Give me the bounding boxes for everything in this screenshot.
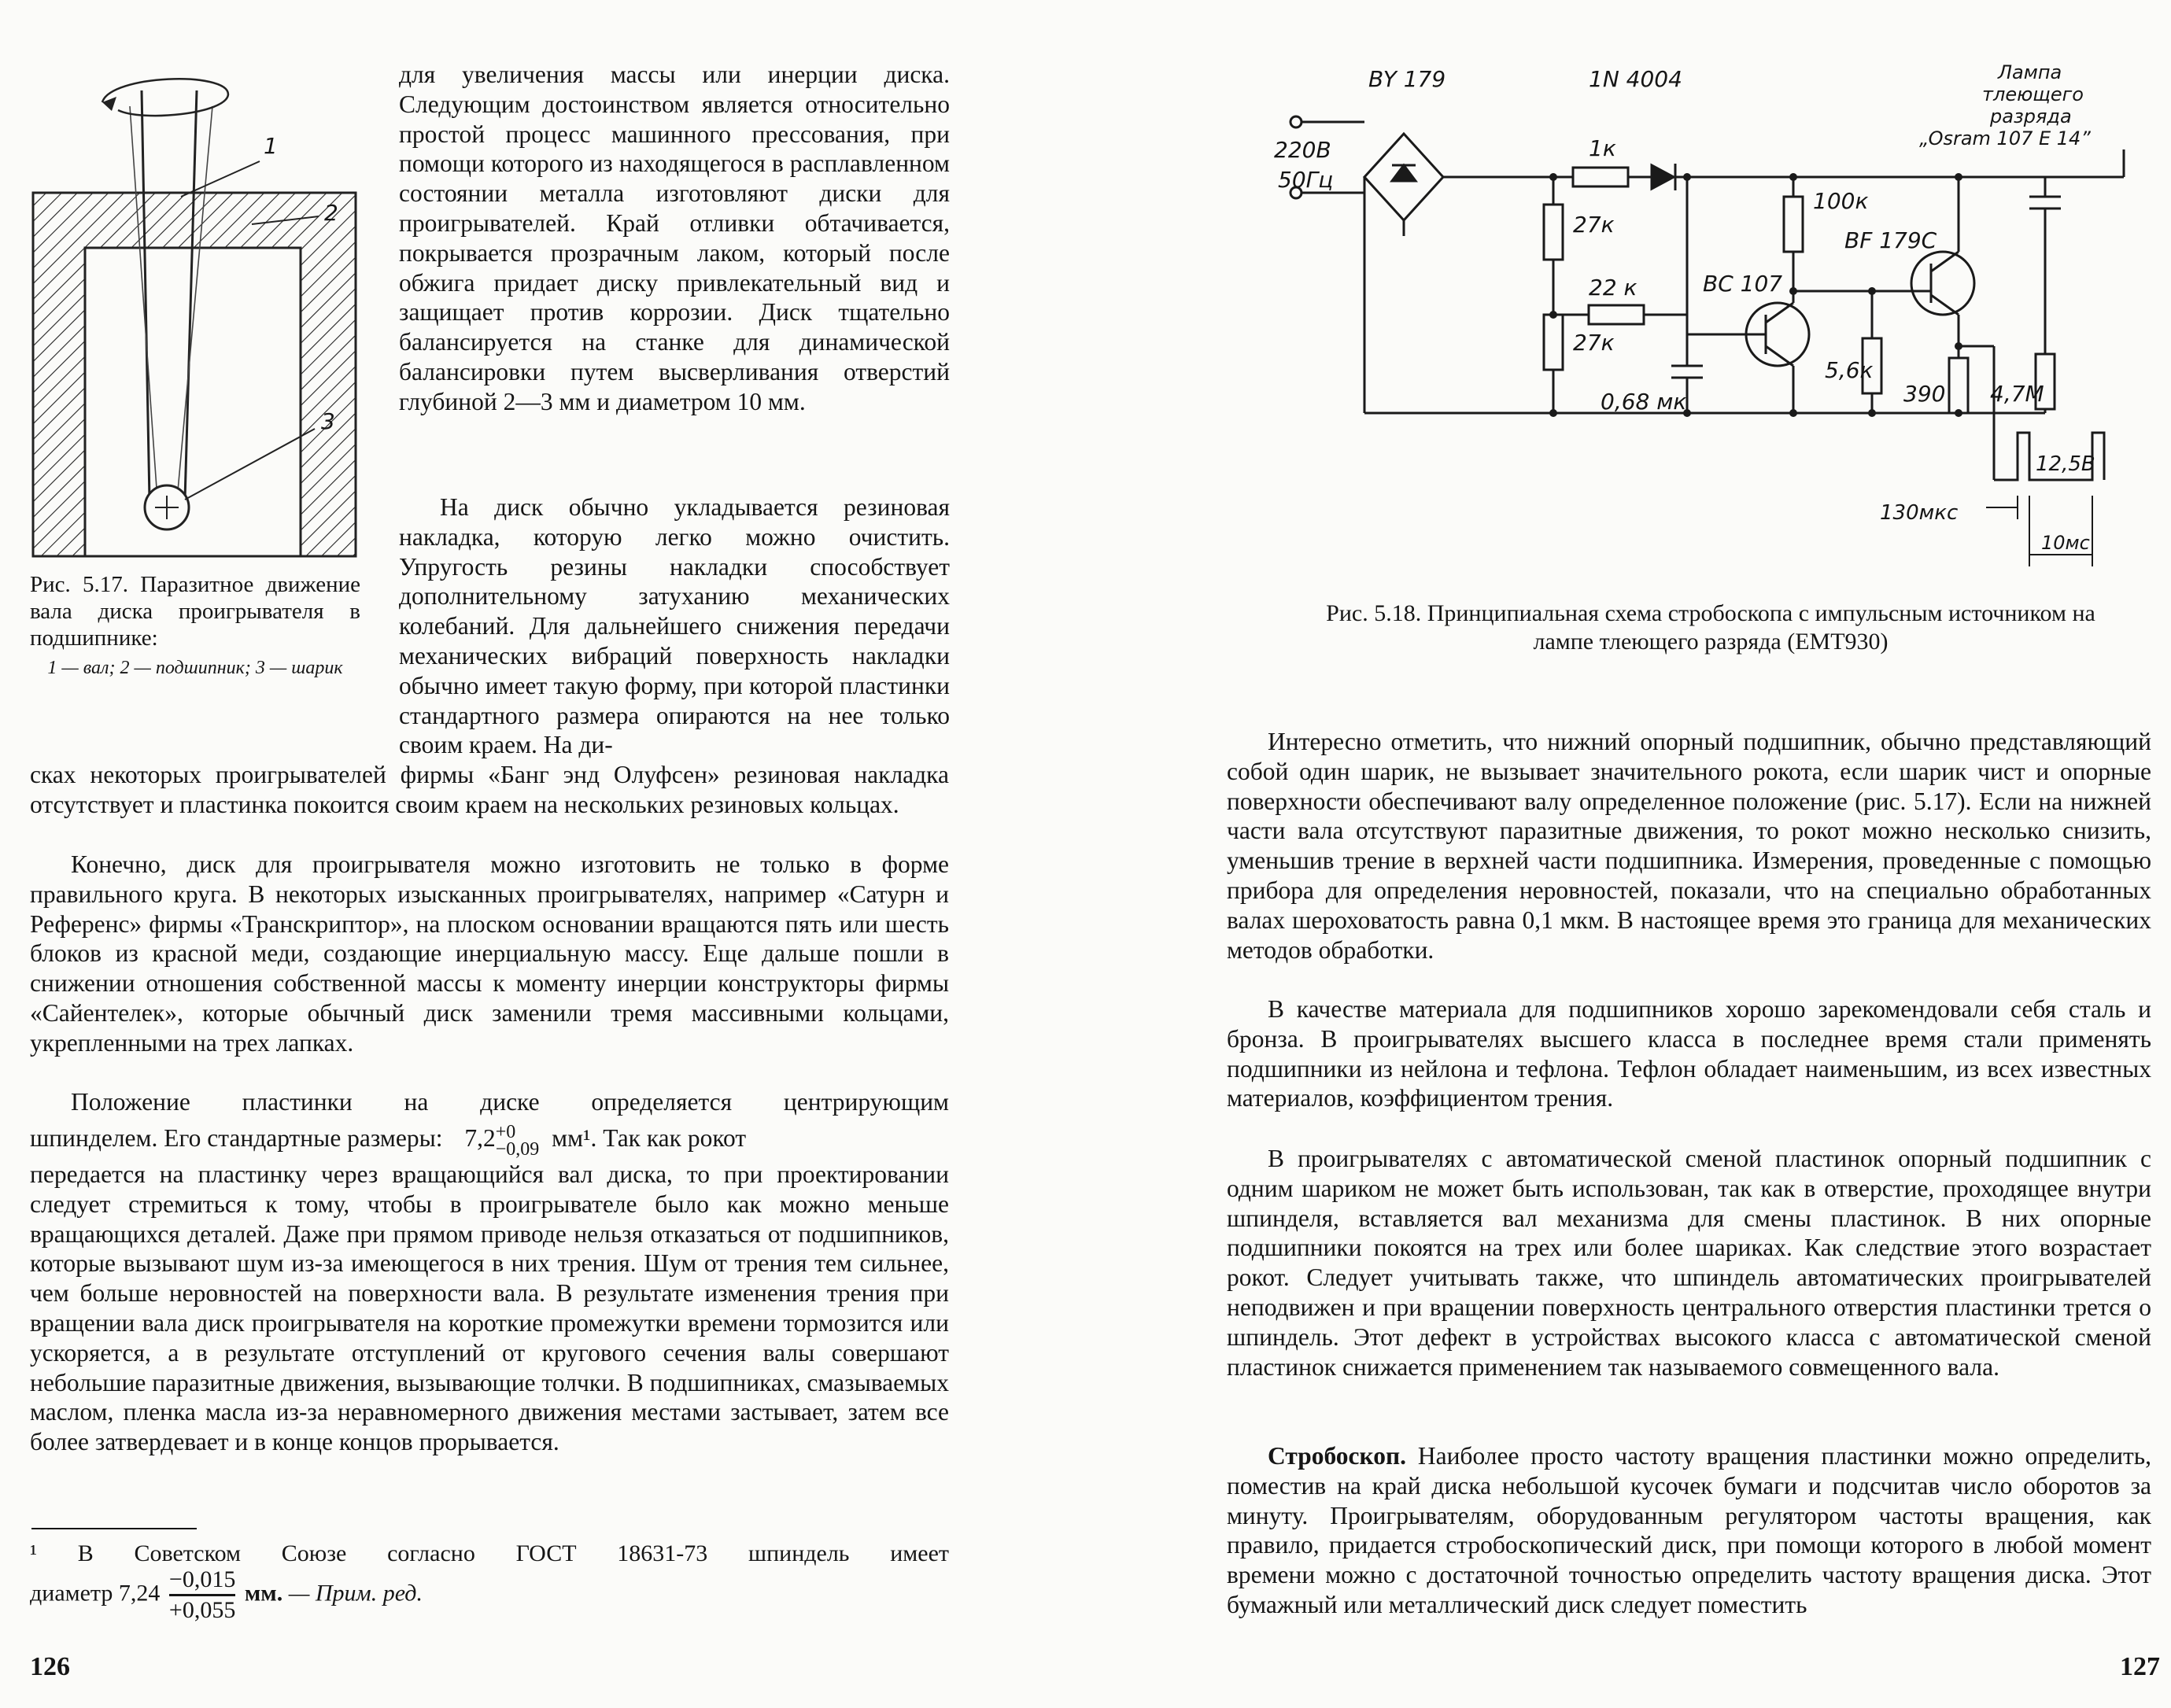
transistor-bf179c bbox=[1911, 252, 1974, 315]
stroboscope-schematic bbox=[1274, 55, 2147, 590]
label-pulse-t: 10мс bbox=[2041, 532, 2090, 554]
figure-5-17 bbox=[24, 59, 370, 563]
caption-legend: 1 — вал; 2 — подшипник; 3 — шарик bbox=[47, 658, 343, 678]
label-pulse-w: 130мкс bbox=[1880, 501, 1959, 525]
label-lamp-1: Лампа bbox=[1998, 61, 2062, 83]
label-diode: 1N 4004 bbox=[1589, 66, 1682, 92]
label-supply-f: 50Гц bbox=[1278, 167, 1334, 193]
spindle-tol-upper: +0 bbox=[495, 1122, 516, 1142]
resistor-1k bbox=[1573, 168, 1628, 186]
label-shaft: 1 bbox=[264, 133, 278, 159]
label-r-bottom: 27к bbox=[1573, 330, 1615, 356]
footnote-line1: ¹ В Советском Союзе согласно ГОСТ 18631-73 шпиндель имеет bbox=[30, 1540, 949, 1566]
figure-5-18-circuit bbox=[1274, 55, 2147, 590]
label-ball: 3 bbox=[321, 408, 335, 434]
label-lamp-2: тлеющего bbox=[1982, 83, 2084, 105]
paragraph-disk-casting: для увеличения массы или инерции диска. Следующим достоинством является относительно простой процесс машинного прессования, при помощи которого из находящегося в расплавленном состоянии металла изготовляют диски для проигрывателей. Край отливки обтачивается, покрывается прозрачным лаком, который после обжига придает диску привлекательный вид и защищает против коррозии. Диск тщательно балансируется на станке для динамической балансировки путем высверливания отверстий глубиной 2—3 мм и диаметром 10 мм. bbox=[399, 61, 950, 415]
resistor-100k bbox=[1784, 197, 1803, 252]
spindle-value: 7,2 +0 −0,09 bbox=[464, 1122, 540, 1160]
paragraph-stroboscope: Стробоскоп. Наиболее просто частоту вращения пластинки можно определить, поместив на край диска небольшой кусочек бумаги и подсчитав число оборотов за минуту. Проигрывателям, оборудованным регулятором частоты вращения, как правило, придается стробоскопический диск, при помощи которого в любой момент времени можно с достаточной точностью определить частоту вращения диска. Этот бумажный или металлический диск следует поместить bbox=[1227, 1442, 2152, 1618]
label-bridge: BY 179 bbox=[1368, 66, 1446, 92]
diode-1n4004 bbox=[1652, 165, 1674, 189]
paragraph-lower-bearing: Интересно отметить, что нижний опорный подшипник, обычно представляющий собой один шарик, не вызывает значительного рокота, если шарик чист и опорные поверхности обеспечивают валу определенное положение (рис. 5.17). Если на нижней части вала отсутствуют паразитные движения, то рокот можно несколько снизить, уменьшив трение в верхней части подшипника. Измерения, проведенные с помощью прибора для определения неровностей, показали, что на специально обработанных валах шероховатость равна 0,1 мкм. В настоящее время это граница для механических методов обработки. bbox=[1227, 728, 2151, 964]
spindle-tol-lower: −0,09 bbox=[495, 1139, 540, 1160]
resistor-27k-bottom bbox=[1544, 315, 1563, 370]
spindle-unit: мм¹. Так как рокот bbox=[552, 1124, 747, 1153]
paragraph-bearing-materials: В качестве материала для подшипников хорошо зарекомендовали себя сталь и бронза. В проигрывателях высшего класса в последнее время стали применять подшипники из нейлона и тефлона. Тефлон обладает наименьшим, из всех известных материалов, коэффициентом трения. bbox=[1227, 995, 2151, 1112]
label-r-base: 22 к bbox=[1589, 275, 1637, 301]
label-r-5-6k: 5,6к bbox=[1825, 357, 1874, 383]
footnote-fraction: $\frac{-0,015}{+0,055}$ bbox=[168, 1566, 236, 1623]
label-q1: BC 107 bbox=[1703, 271, 1783, 297]
resistor-22k bbox=[1589, 305, 1644, 324]
label-lamp-3: разряда bbox=[1990, 105, 2072, 127]
paragraph-rubber-mat-top: На диск обычно укладывается резиновая накладка, которую легко можно очистить. Упругость резины накладки способствует дополнительному затуханию механических колебаний. Для дальнейшего снижения передачи механических вибраций поверхность накладки обычно имеет такую форму, при которой пластинки стандартного размера опираются на нее только своим краем. На ди- bbox=[399, 493, 950, 759]
left-page bbox=[0, 0, 1085, 1708]
footnote-line2: диаметр 7,24 $\frac{-0,015}{+0,055}$ мм. — Прим. ред. bbox=[30, 1566, 423, 1623]
paragraph-auto-changer: В проигрывателях с автоматической сменой пластинок опорный подшипник с одним шариком не может быть использован, так как в отверстие, проходящее внутри шпинделя, вставляется вал механизма для смены пластинок. В них опорные подшипники покоятся на трех или более шариках. Как следствие этого возрастает рокот. Следует учитывать также, что шпиндель автоматических проигрывателей неподвижен и при вращении поверхность центрального отверстия пластинки трется о шпиндель. Этот дефект в устройствах высокого класса с автоматической сменой пластинок снижается применением так называемого совмещенного вала. bbox=[1227, 1145, 2151, 1381]
resistor-27k-top bbox=[1544, 205, 1563, 260]
label-lamp-4: „Osram 107 E 14” bbox=[1919, 127, 2091, 149]
figure-5-17-caption bbox=[30, 571, 360, 680]
paragraph-spindle-line2 bbox=[30, 1123, 949, 1158]
label-r-390: 390 bbox=[1903, 381, 1946, 407]
spindle-text: шпинделем. Его стандартные размеры: bbox=[30, 1124, 443, 1153]
label-r-series: 1к bbox=[1589, 135, 1616, 161]
paragraph-rumble: передается на пластинку через вращающийся вал диска, то при проектировании следует стремиться к тому, чтобы в проигрывателе было как можно меньше вращающихся деталей. Даже при прямом приводе нельзя отказаться от подшипников, которые вызывают шум из-за имеющегося в них трения. Шум от трения тем сильнее, чем больше неровностей на поверхности вала. В результате изменения трения при вращении вала диск проигрывателя на короткие промежутки времени тормозится или ускоряется, а в результате отступлений от кругового сечения валы совершают небольшие паразитные движения, вызывающие толчки. В подшипниках, смазываемых маслом, пленка масла из-за неравномерного движения местами застывает, затем все более затвердевает и в конце концов прорывается. bbox=[30, 1160, 949, 1456]
bearing-bore bbox=[85, 248, 301, 556]
paragraph-spindle-line1: Положение пластинки на диске определяется центрирующим bbox=[71, 1088, 949, 1116]
label-bearing: 2 bbox=[324, 200, 338, 226]
bearing-diagram bbox=[24, 59, 370, 563]
label-r-top: 27к bbox=[1573, 212, 1615, 238]
label-pulse-v: 12,5В bbox=[2036, 452, 2095, 476]
stroboscope-heading: Стробоскоп. bbox=[1268, 1442, 1407, 1470]
label-cap: 0,68 мк bbox=[1601, 389, 1687, 415]
page-number-right: 127 bbox=[2120, 1652, 2160, 1681]
page-number-left: 126 bbox=[30, 1652, 70, 1681]
footnote-rule bbox=[31, 1528, 197, 1529]
right-page bbox=[1085, 0, 2171, 1708]
paragraph-rubber-mat-bottom: сках некоторых проигрывателей фирмы «Банг энд Олуфсен» резиновая накладка отсутствует и пластинка покоится своим краем на нескольких резиновых кольцах. bbox=[30, 761, 949, 818]
label-q2: BF 179C bbox=[1844, 227, 1937, 253]
label-r-collector: 100к bbox=[1813, 188, 1869, 214]
caption-title: Рис. 5.17. Паразитное движение вала диска проигрывателя в подшипнике: bbox=[30, 572, 360, 651]
figure-5-18-caption: Рис. 5.18. Принципиальная схема стробоскопа с импульсным источником на лампе тлеющего разряда (ЕМТ930) bbox=[1326, 600, 2095, 655]
resistor-390 bbox=[1949, 358, 1968, 413]
paragraph-disk-shape: Конечно, диск для проигрывателя можно изготовить не только в форме правильного круга. В некоторых изысканных проигрывателях, например «Сатурн и Референс» фирмы «Транскриптор», на плоском основании вращаются пять или шесть блоков из красной меди, создающие инерциальную массу. Еще дальше пошли в снижении отношения собственной массы к моменту инерции конструкторы фирмы «Сайентелек», которые обычный диск заменили тремя массивными кольцами, укрепленными на трех лапках. bbox=[30, 850, 949, 1057]
label-supply-v: 220В bbox=[1274, 137, 1331, 163]
label-r-4-7m: 4,7М bbox=[1990, 381, 2044, 407]
